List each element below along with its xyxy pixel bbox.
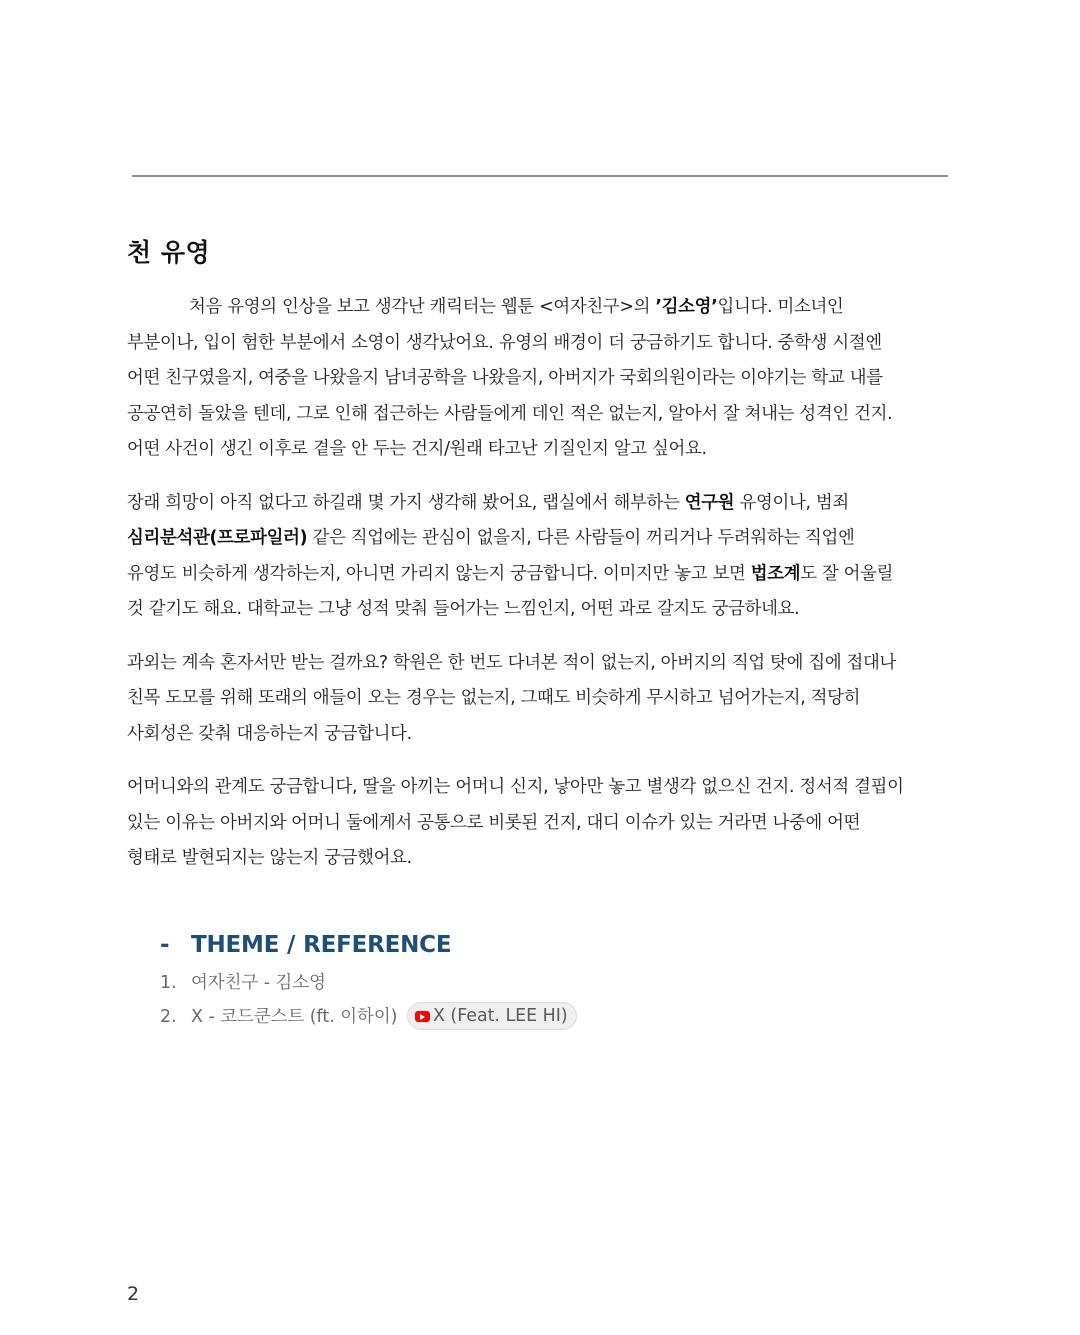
youtube-link-chip[interactable]: [407, 1002, 577, 1030]
paragraph-3: [127, 646, 957, 753]
text-line: 과외는 계속 혼자서만 받는 걸까요? 학원은 한 번도 다녀본 적이 없는지, 아버지의 직업 탓에 집에 접대나: [127, 652, 897, 673]
text-line: 어머니와의 관계도 궁금합니다, 딸을 아끼는 어머니 신지, 낳아만 놓고 별생각 없으신 건지. 정서적 결핍이: [127, 777, 904, 797]
theme-title: THEME / REFERENCE: [191, 932, 452, 958]
paragraph-4: [127, 770, 957, 877]
bold-term: 연구원: [684, 492, 735, 513]
list-item: [160, 1000, 577, 1034]
paragraph-1: [127, 290, 957, 468]
reference-list: [160, 966, 577, 1034]
chip-label: X (Feat. LEE HI): [432, 1006, 568, 1026]
text-line: 심리분석관(프로파일러) 같은 직업에는 관심이 없을지, 다른 사람들이 꺼리거나 두려워하는 직업엔: [127, 528, 855, 548]
paragraph-2: [127, 486, 957, 628]
reference-text: X - 코드쿤스트 (ft. 이하이): [191, 1007, 398, 1027]
section-heading: 천 유영: [127, 238, 211, 267]
list-dash: -: [160, 932, 170, 958]
text-line: 사회성은 갖춰 대응하는지 궁금합니다.: [127, 723, 412, 744]
page-number: 2: [127, 1283, 140, 1305]
text-line: 어떤 친구였을지, 여중을 나왔을지 남녀공학을 나왔을지, 아버지가 국회의원이라는 이야기는 학교 내를: [127, 368, 883, 388]
youtube-icon: [415, 1011, 430, 1022]
text-line: 것 같기도 해요. 대학교는 그냥 성적 맞춰 들어가는 느낌인지, 어떤 과로 갈지도 궁금하네요.: [127, 599, 800, 619]
text-line: 친목 도모를 위해 또래의 애들이 오는 경우는 없는지, 그때도 비슷하게 무시하고 넘어가는지, 적당히: [127, 688, 861, 708]
text-line: 공공연히 돌았을 텐데, 그로 인해 접근하는 사람들에게 데인 적은 없는지, 알아서 잘 쳐내는 성격인 건지.: [127, 403, 893, 424]
body-text: [127, 290, 957, 895]
text-line: 어떤 사건이 생긴 이후로 곁을 안 두는 건지/원래 타고난 기질인지 알고 싶어요.: [127, 439, 707, 459]
bold-term: 심리분석관(프로파일러): [127, 528, 308, 548]
text-line: 유영도 비슷하게 생각하는지, 아니면 가리지 않는지 궁금합니다. 이미지만 놓고 보면 법조계도 잘 어울릴: [127, 563, 894, 584]
text-line: 형태로 발현되지는 않는지 궁금했어요.: [127, 848, 412, 868]
text-line: 부분이나, 입이 험한 부분에서 소영이 생각났어요. 유영의 배경이 더 궁금하기도 합니다. 중학생 시절엔: [127, 332, 882, 353]
text-line: 처음 유영의 인상을 보고 생각난 캐릭터는 웹툰 <여자친구>의 ’김소영’입니다. 미소녀인: [189, 297, 844, 317]
horizontal-divider: [132, 175, 948, 177]
reference-text: 여자친구 - 김소영: [191, 973, 326, 993]
text-line: 장래 희망이 아직 없다고 하길래 몇 가지 생각해 봤어요, 랩실에서 해부하는 연구원 유영이나, 범죄: [127, 492, 849, 513]
list-item: [160, 966, 577, 1000]
text-line: 있는 이유는 아버지와 어머니 둘에게서 공통으로 비롯된 건지, 대디 이슈가 있는 거라면 나중에 어떤: [127, 812, 861, 833]
list-number: 2.: [160, 1007, 177, 1027]
theme-reference-heading: [160, 932, 451, 958]
list-number: 1.: [160, 973, 177, 993]
bold-term: 법조계: [750, 563, 801, 584]
bold-term: ’김소영’: [655, 297, 718, 317]
